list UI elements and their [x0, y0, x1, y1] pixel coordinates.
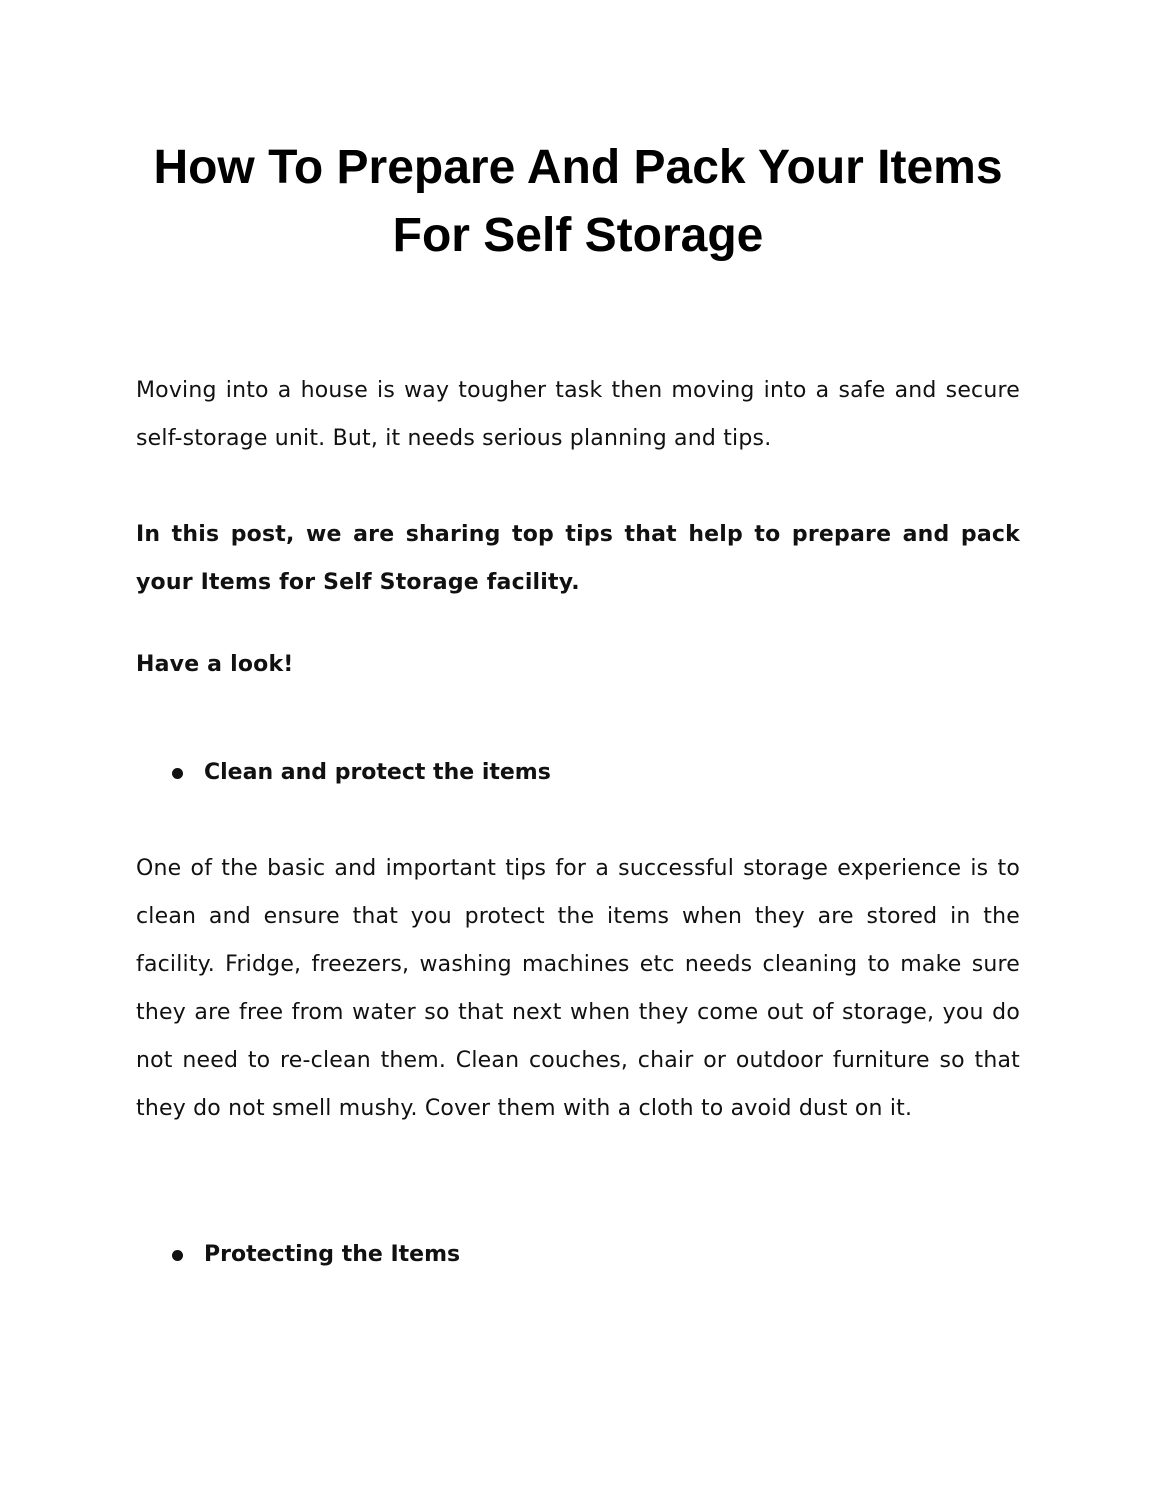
- bullet-icon: [172, 1250, 183, 1261]
- section-heading-label: Clean and protect the items: [204, 760, 551, 785]
- section-body-clean: One of the basic and important tips for a successful storage experience is to clean and ensure that you protect the items when they are stored in the facility. Fridge, freezers, washing machines etc needs cleaning to make sure they are free from water so that next when they come out of storage, you do not need to re-clean them. Clean couches, chair or outdoor furniture so that they do not smell mushy. Cover them with a cloth to avoid dust on it.: [136, 856, 1020, 1121]
- have-a-look-text: Have a look!: [136, 652, 294, 677]
- intro-paragraph: Moving into a house is way tougher task then moving into a safe and secure self-storage unit. But, it needs serious planning and tips.: [136, 378, 1020, 451]
- section-heading-label: Protecting the Items: [204, 1242, 461, 1267]
- bullet-icon: [172, 768, 183, 779]
- section-heading-protecting: [172, 1231, 1012, 1279]
- section-heading-clean: [172, 749, 1012, 797]
- page-title: How To Prepare And Pack Your Items For Self Storage: [153, 141, 1003, 262]
- lead-paragraph: In this post, we are sharing top tips that help to prepare and pack your Items for Self Storage facility.: [136, 522, 1020, 595]
